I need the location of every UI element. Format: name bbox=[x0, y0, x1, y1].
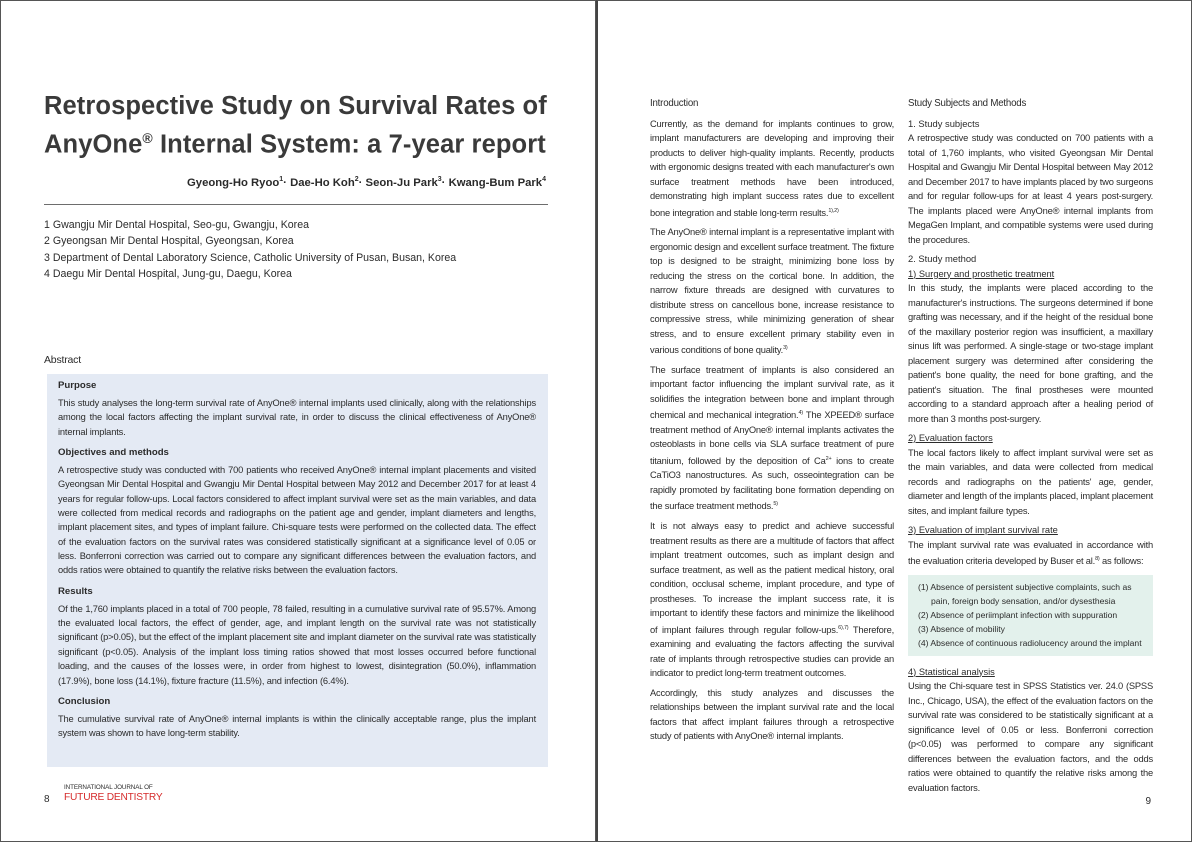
title-line-1: Retrospective Study on Survival Rates of bbox=[44, 92, 547, 120]
evaluation-factors-text: The local factors likely to affect implant survival were set as the main variables, and data were collected from medical records and radiographs on the patients' age, gender, diameter and length of the implants placed, implant placement sites, and implant failure types. bbox=[908, 447, 1153, 516]
survival-rate-text: The implant survival rate was evaluated in accordance with the evaluation criteria developed by Buser et al.$^{8)}$ as follows: bbox=[908, 539, 1153, 567]
survival-rate-heading: 3) Evaluation of implant survival rate bbox=[908, 525, 1058, 535]
statistical-analysis-heading: 4) Statistical analysis bbox=[908, 666, 995, 677]
methods-heading: Study Subjects and Methods bbox=[908, 98, 1027, 109]
journal-name-small: INTERNATIONAL JOURNAL OF bbox=[64, 784, 153, 791]
abstract-heading: Abstract bbox=[44, 354, 81, 366]
right-page bbox=[596, 0, 1192, 842]
results-title: Results bbox=[58, 585, 93, 597]
conclusion-title: Conclusion bbox=[58, 695, 111, 707]
author-list: Gyeong-Ho Ryoo$^1$· Dae-Ho Koh$^2$· Seon-Ju Park$^3$· Kwang-Bum Park$^4$ bbox=[187, 176, 546, 189]
conclusion-text: The cumulative survival rate of AnyOne® internal implants is within the clinically acceptable range, plus the implant system was shown to have long-term stability. bbox=[58, 713, 536, 739]
article-title bbox=[44, 90, 550, 161]
criteria-item: (4) Absence of continuous radiolucency around the implant bbox=[918, 638, 1142, 649]
author-name: Gyeong-Ho Ryoo bbox=[187, 176, 280, 189]
abstract-box bbox=[47, 374, 548, 767]
citation: 8) bbox=[1095, 556, 1100, 562]
author-name: Seon-Ju Park bbox=[365, 176, 438, 189]
intro-paragraph: It is not always easy to predict and achieve successful treatment results as there are a multitude of factors that affect implant treatment outcomes, such as implant design and surface treatment, as well as the patient medical history, oral condition, occlusal scheme, implant procedure, and type of prostheses. To increase the implant success rate, it is important to identify these factors and minimize the likelihood of implant failures through regular follow-ups.$^{6),7)}$ Therefore, examining and evaluating the factors affecting the survival rate of implants through retrospective studies can provide an indicator to predict long-term treatment outcomes. bbox=[650, 521, 894, 679]
affiliation-item: 1 Gwangju Mir Dental Hospital, Seo-gu, Gwangju, Korea bbox=[44, 219, 309, 231]
author-name: Kwang-Bum Park bbox=[448, 176, 543, 189]
criteria-item: (2) Absence of periimplant infection with suppuration bbox=[918, 610, 1118, 621]
results-text: Of the 1,760 implants placed in a total of 700 people, 78 failed, resulting in a cumulative survival rate of 95.57%. Among the evaluated local factors, the effect of gender, age, and implant length on the survival rate was not statistically significant (p>0.05), but the effect of the implant placement site and implant diameter on the survival rate was statistically significant (p<0.05). Analysis of the implant loss timing ratios showed that most losses occurred before functional loading, and the causes of the losses were, in order from highest to lowest, disintegration (50.0%), inflammation (17.9%), bone loss (14.1%), fixture fracture (11.5%), and infection (6.4%). bbox=[58, 603, 536, 686]
journal-logo bbox=[64, 784, 163, 803]
criteria-box bbox=[908, 575, 1153, 656]
affiliation-list bbox=[44, 217, 456, 282]
citation: 6),7) bbox=[838, 624, 849, 631]
evaluation-factors-heading: 2) Evaluation factors bbox=[908, 433, 993, 443]
introduction-heading: Introduction bbox=[650, 98, 699, 109]
title-line-2-pre: AnyOne bbox=[44, 130, 143, 159]
left-page-number: 8 bbox=[44, 794, 50, 805]
affiliation-item: 2 Gyeongsan Mir Dental Hospital, Gyeongsan, Korea bbox=[44, 235, 294, 248]
statistical-analysis-text: Using the Chi-square test in SPSS Statistics ver. 24.0 (SPSS Inc., Chicago, USA), the effect of the evaluation factors on the survival rate was considered to be statistically significant at a significance level of 0.05 or less. Bonferroni correction (p<0.05) was performed to compare any significant differences between the evaluation factors, and the odds ratios were obtained to quantify the relative risks among the evaluation factors. bbox=[908, 681, 1153, 793]
title-divider bbox=[44, 204, 548, 205]
citation: 1),2) bbox=[828, 207, 839, 214]
right-page-number: 9 bbox=[1145, 796, 1151, 807]
intro-paragraph: Accordingly, this study analyzes and discusses the relationships between the implant survival rate and the local factors that affect implant failures through a retrospective study of patients with AnyOne® internal implants. bbox=[650, 687, 894, 742]
surgery-text: In this study, the implants were placed according to the manufacturer's instructions. The surgeons determined if bone grafting was necessary, and if the height of the residual bone of the maxillary posterior region was insufficient, a maxillary sinus lift was performed. A single-stage or two-stage implant placement surgery was determined after considering the patient's bone quality, the need for bone grafting, and the patient's situation. The final prostheses were mounted according to a standard approach after a healing period of more than 3 months post-surgery. bbox=[908, 283, 1153, 424]
journal-name-big: FUTURE DENTISTRY bbox=[64, 792, 163, 803]
purpose-title: Purpose bbox=[58, 380, 97, 391]
intro-paragraph: The surface treatment of implants is also considered an important factor influencing the implant survival rate, as it solidifies the integration between bone and implant through chemical and mechanical integration.$^{4)}$ The XPEED® surface treatment method of AnyOne® internal implants activates the osteoblasts in bone cells via SLA surface treatment of pure titanium, followed by the deposition of $Ca^{2+}$ ions to create CaTiO3 nanostructures. As such, osseointegration can be rapidly promoted by facilitating bone formation depending on the surface treatment methods.$^{5)}$ bbox=[650, 364, 894, 512]
methods-text: A retrospective study was conducted with 700 patients who received AnyOne® internal implant placements and visited Gyeongsan Mir Dental Hospital and Gwangju Mir Dental Hospital between May 2012 and December 2017 for at least 4 years for regular follow-ups. Local factors considered to affect implant survival were set as the main variables, and data were collected from medical records and radiographs on the patient age and gender, implant diameters and lengths, implant placement sites, and types of implant failure. Chi-square tests were performed on the collected data. The effect of the evaluation factors on the survival rates was considered statistically significant at a significance level of 0.05 or less. Bonferroni correction was carried out to compare any significant differences between the evaluation factors, and odds ratios were obtained to quantify the relative risks between the evaluation factors. bbox=[58, 465, 536, 576]
introduction-column bbox=[650, 97, 894, 749]
citation: 4) bbox=[798, 410, 803, 417]
intro-paragraph: Currently, as the demand for implants continues to grow, implant manufacturers are developing and improving their products to deliver high-quality implants. Recently, products with ergonomic designs treated with each manufacturer's own surface treatment methods have been introduced, demonstrating high implant success rates due to excellent bone integration and stable long-term results.$^{1),2)}$ bbox=[650, 118, 894, 218]
subsection-study-subjects: 1. Study subjects bbox=[908, 117, 980, 129]
subsection-study-method: 2. Study method bbox=[908, 253, 977, 264]
author-name: Dae-Ho Koh bbox=[290, 176, 355, 189]
title-line-2-post: Internal System: a 7-year report bbox=[152, 130, 546, 159]
affiliation-item: 4 Daegu Mir Dental Hospital, Jung-gu, Daegu, Korea bbox=[44, 267, 292, 280]
affiliation-item: 3 Department of Dental Laboratory Science, Catholic University of Pusan, Busan, Korea bbox=[44, 251, 457, 264]
citation: 3) bbox=[783, 345, 788, 352]
criteria-item: (1) Absence of persistent subjective complaints, such as pain, foreign body sensation, and/or dysesthesia bbox=[918, 581, 1132, 606]
surgery-heading: 1) Surgery and prosthetic treatment bbox=[908, 268, 1055, 279]
methods-column bbox=[908, 97, 1153, 800]
methods-title: Objectives and methods bbox=[58, 447, 169, 459]
study-subjects-text: A retrospective study was conducted on 700 patients with a total of 1,760 implants, who visited Gyeongsan Mir Dental Hospital and Gwangju Mir Dental Hospital between May 2012 and December 2017 to have implants placed by two surgeons and for regular follow-ups for at least 4 years post-surgery. The implants placed were AnyOne® internal implants from MegaGen Implant, and compatible systems were used during the procedures. bbox=[908, 133, 1153, 245]
purpose-text: This study analyses the long-term survival rate of AnyOne® internal implants used clinically, along with the relationships among the local factors affecting the implant survival rate, in order to discuss the clinical effectiveness of AnyOne® internal implants. bbox=[58, 398, 536, 437]
citation: 5) bbox=[773, 501, 778, 508]
intro-paragraph: The AnyOne® internal implant is a representative implant with ergonomic design and excellent surface treatment. The fixture top is designed to be straight, minimizing bone loss by reducing the stress on the cortical bone. In addition, the narrow fixture threads are designed with curvatures to distribute stress on cancellous bone, increase resistance to compressive stress, while minimizing generation of shear stress, and to ensure excellent primary stability even in various conditions of bone quality.$^{3)}$ bbox=[650, 227, 894, 356]
criteria-item: (3) Absence of mobility bbox=[918, 624, 1005, 635]
registered-mark: ® bbox=[142, 130, 153, 146]
